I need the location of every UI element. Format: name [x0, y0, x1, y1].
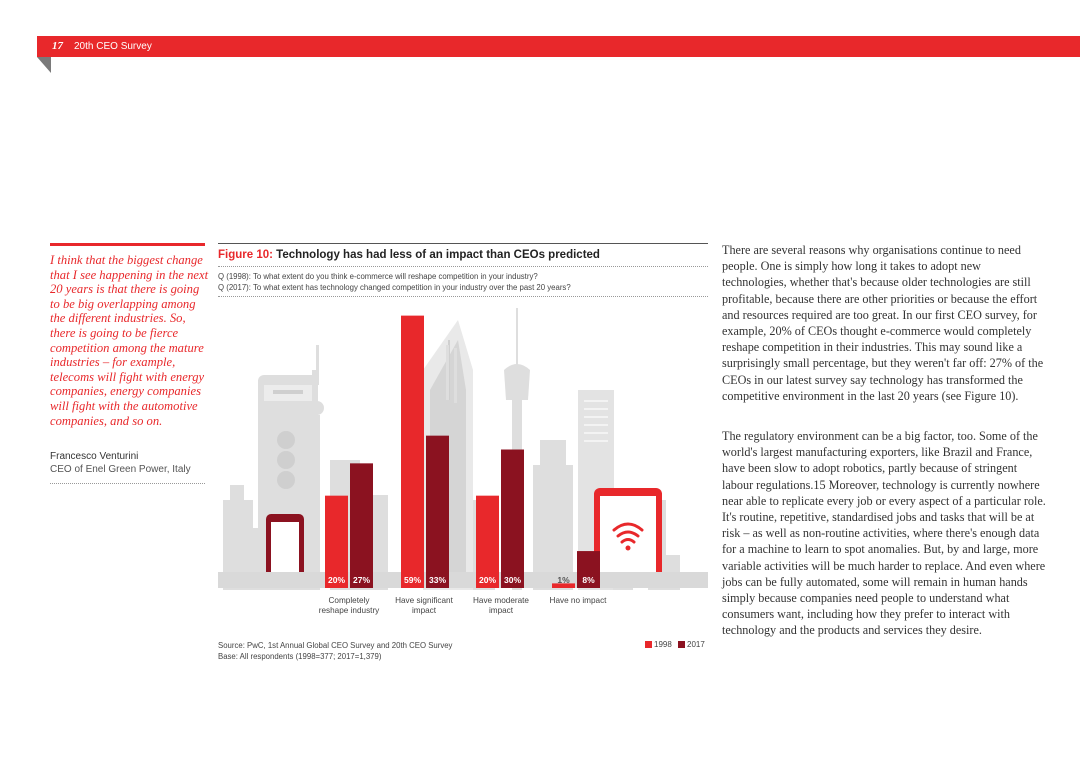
- figure-title: [218, 249, 600, 261]
- question-2017: Q (2017): To what extent has technology changed competition in your industry over the past 20 years?: [218, 283, 571, 292]
- divider: [50, 483, 205, 484]
- category-label: Have moderate impact: [473, 596, 529, 615]
- pull-quote: I think that the biggest change that I see happening in the next 20 years is that there is going to be big overlapping among the different industries. So, there is going to be fierce competition among the mature industries – for example, telecoms will fight with energy companies, energy companies will fight with the automotive companies, and so on.: [50, 253, 209, 428]
- category-label: Completely reshape industry: [318, 596, 380, 615]
- quote-rule: [50, 243, 205, 246]
- header-fold: [37, 57, 51, 73]
- legend-swatch-1998: [645, 641, 652, 648]
- bar-1998-2: [401, 316, 424, 588]
- chart-legend: [645, 640, 705, 649]
- body-paragraph-2: The regulatory environment can be a big factor, too. Some of the world's largest manufacturing exporters, like Brazil and France, have been slow to adopt robotics, partly because of stringent labour regulations.15 Moreover, technology is currently nowhere near able to replicate every job or every aspect of a particular role. It's routine, repetitive, standardised jobs and tasks that will be at risk – as well as non-routine activities, where there's enough data for a machine to learn to spot anomalies. But, by and large, more variable activities will be much harder to replace. And even where jobs can be fully automated, some will remain in human hands simply because companies need people to understand what consumers want, including how they prefer to interact with technology and the products and services they desire.: [722, 429, 1046, 638]
- data-label: 1%: [557, 575, 570, 585]
- page-number: 17: [52, 40, 63, 52]
- bar-2017-3: [501, 450, 524, 589]
- quote-author-role: CEO of Enel Green Power, Italy: [50, 464, 191, 475]
- skyline-base: [218, 572, 708, 588]
- body-paragraph-1: There are several reasons why organisations continue to need people. One is simply how long it takes to adopt new technologies, whether that's because older technologies are still profitable, because there are other priorities or because the effort and resources required are too great. In our first CEO survey, for example, 20% of CEOs thought e-commerce would completely reshape competition in their industries. This may sound like a surprisingly small percentage, but they weren't far off: 27% of the CEOs in our latest survey say technology has transformed the competitive environment in the last 20 years (see Figure 10).: [722, 243, 1044, 403]
- category-label: Have no impact: [549, 596, 607, 605]
- bar-chart: [218, 300, 708, 592]
- data-label: 59%: [403, 575, 422, 585]
- data-label: 33%: [428, 575, 447, 585]
- legend-label-2017: 2017: [687, 640, 705, 649]
- page-header: [37, 36, 1080, 57]
- bar-2017-1: [350, 463, 373, 588]
- question-1998: Q (1998): To what extent do you think e-commerce will reshape competition in your industry?: [218, 272, 538, 281]
- data-label: 20%: [478, 575, 497, 585]
- divider: [218, 266, 708, 267]
- legend-swatch-2017: [678, 641, 685, 648]
- divider: [218, 296, 708, 297]
- figure-title-text: Technology has had less of an impact than CEOs predicted: [276, 249, 600, 261]
- quote-author: Francesco Venturini: [50, 451, 139, 462]
- base-line: Base: All respondents (1998=377; 2017=1,379): [218, 652, 382, 661]
- report-title: 20th CEO Survey: [74, 41, 152, 52]
- legend-label-1998: 1998: [654, 640, 672, 649]
- data-label: 8%: [582, 575, 595, 585]
- figure-source: [218, 640, 452, 662]
- category-label: Have significant impact: [395, 596, 453, 615]
- data-label: 20%: [327, 575, 346, 585]
- data-label: 27%: [352, 575, 371, 585]
- bar-2017-2: [426, 436, 449, 588]
- data-label: 30%: [503, 575, 522, 585]
- figure-rule: [218, 243, 708, 244]
- source-line: Source: PwC, 1st Annual Global CEO Survey and 20th CEO Survey: [218, 641, 453, 650]
- figure-label: Figure 10:: [218, 249, 273, 261]
